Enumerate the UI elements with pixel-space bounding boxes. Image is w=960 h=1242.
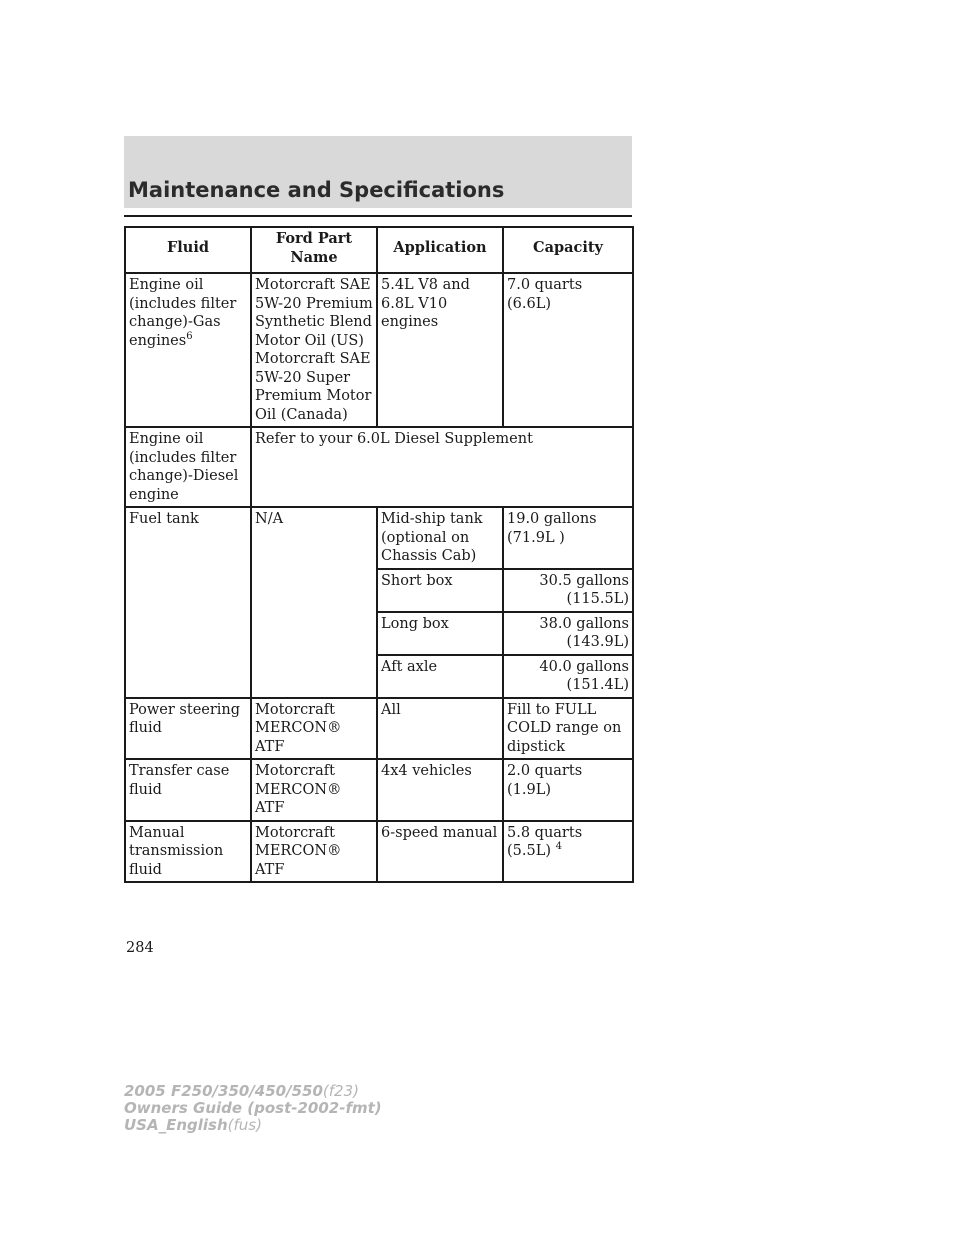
fluid-cell: Manual transmission fluid — [125, 821, 251, 883]
part-name-cell: N/A — [251, 507, 377, 698]
footer-line-locale: USA_English(fus) — [124, 1116, 262, 1134]
column-header-part-name: Ford Part Name — [251, 227, 377, 273]
part-name-cell: Motorcraft MERCON® ATF — [251, 698, 377, 760]
footer-line-guide: Owners Guide (post-2002-fmt) — [124, 1099, 382, 1117]
capacity-cell: Fill to FULL COLD range on dipstick — [503, 698, 633, 760]
footnote-marker: 4 — [555, 841, 562, 853]
table-row — [125, 273, 633, 427]
capacity-cell: 2.0 quarts (1.9L) — [503, 759, 633, 821]
application-cell: Long box — [377, 612, 503, 655]
column-header-fluid: Fluid — [125, 227, 251, 273]
part-name-cell: Motorcraft MERCON® ATF — [251, 821, 377, 883]
column-header-capacity: Capacity — [503, 227, 633, 273]
registered-mark: ® — [327, 720, 342, 736]
application-cell: 6-speed manual — [377, 821, 503, 883]
footer-line-model: 2005 F250/350/450/550(f23) — [124, 1082, 359, 1100]
table-row — [125, 821, 633, 883]
registered-mark: ® — [327, 843, 342, 859]
page-number: 284 — [126, 940, 154, 956]
header-divider — [124, 215, 632, 217]
table-row — [125, 698, 633, 760]
part-name-cell: Motorcraft MERCON® ATF — [251, 759, 377, 821]
application-cell: 4x4 vehicles — [377, 759, 503, 821]
fluid-capacity-table — [124, 226, 634, 883]
capacity-cell: 5.8 quarts (5.5L) $^4$ — [503, 821, 633, 883]
application-cell: Mid-ship tank (optional on Chassis Cab) — [377, 507, 503, 569]
diesel-note-cell: Refer to your 6.0L Diesel Supplement — [251, 427, 633, 507]
section-header-band — [124, 136, 632, 208]
footnote-marker: 6 — [186, 330, 193, 342]
capacity-cell: 38.0 gallons (143.9L) — [503, 612, 633, 655]
fluid-cell: Transfer case fluid — [125, 759, 251, 821]
document-footer — [124, 1083, 382, 1134]
registered-mark: ® — [327, 781, 342, 798]
fluid-cell: Engine oil (includes filter change)-Gas engines$^6$ — [125, 273, 251, 427]
application-cell: Aft axle — [377, 655, 503, 698]
application-cell: All — [377, 698, 503, 760]
fluid-cell: Fuel tank — [125, 507, 251, 698]
capacity-cell: 7.0 quarts (6.6L) — [503, 273, 633, 427]
capacity-cell: 19.0 gallons (71.9L ) — [503, 507, 633, 569]
table-row — [125, 759, 633, 821]
fluid-cell: Engine oil (includes filter change)-Diesel engine — [125, 427, 251, 507]
capacity-cell: 40.0 gallons (151.4L) — [503, 655, 633, 698]
column-header-application: Application — [377, 227, 503, 273]
part-name-cell: Motorcraft SAE 5W-20 Premium Synthetic Blend Motor Oil (US) Motorcraft SAE 5W-20 Super Premium Motor Oil (Canada) — [251, 273, 377, 427]
fluid-cell: Power steering fluid — [125, 698, 251, 760]
table-row — [125, 427, 633, 507]
section-title: Maintenance and Specifications — [128, 178, 505, 202]
capacity-cell: 30.5 gallons (115.5L) — [503, 569, 633, 612]
table-header-row — [125, 227, 633, 273]
application-cell: Short box — [377, 569, 503, 612]
application-cell: 5.4L V8 and 6.8L V10 engines — [377, 273, 503, 427]
table-row — [125, 507, 633, 569]
